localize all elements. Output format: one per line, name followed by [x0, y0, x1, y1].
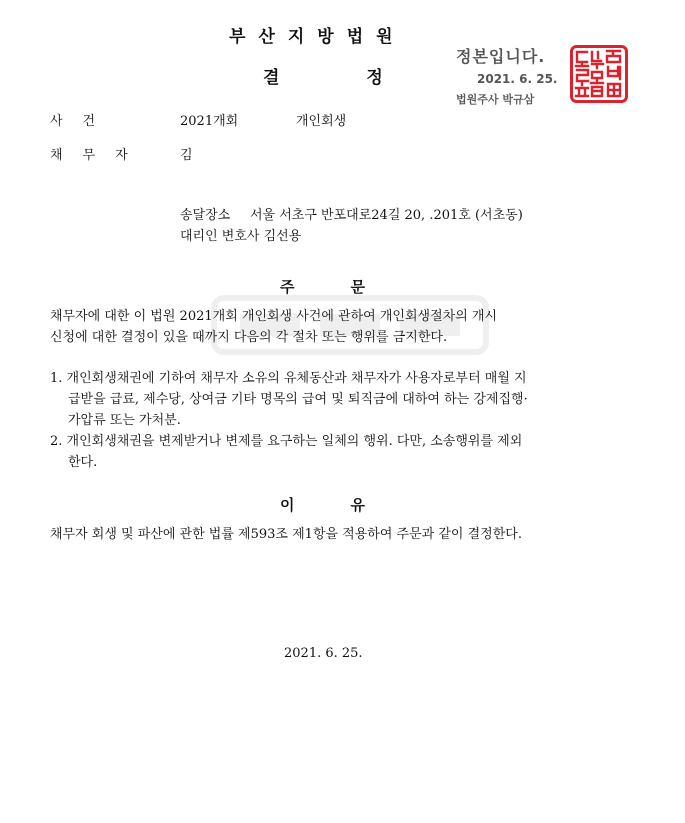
- certifying-officer: 법원주사 박규삼: [456, 93, 535, 106]
- decision-date: 2021. 6. 25.: [284, 646, 363, 661]
- order-intro-line-2: 신청에 대한 결정이 있을 때까지 다음의 각 절차 또는 행위를 금지한다.: [50, 330, 448, 345]
- certified-copy-date: 2021. 6. 25.: [477, 72, 558, 86]
- reason-text: 채무자 회생 및 파산에 관한 법률 제593조 제1항을 적용하여 주문과 같이 결정한다.: [50, 527, 522, 542]
- court-name: 부산지방법원: [229, 27, 406, 47]
- order-item-1-line-1: 1. 개인회생채권에 기하여 채무자 소유의 유체동산과 채무자가 사용자로부터 매월 지: [50, 371, 527, 386]
- order-item-1-line-2: 급받을 급료, 제수당, 상여금 기타 명목의 급여 및 퇴직금에 대하여 하는 강제집행·: [68, 392, 528, 407]
- debtor-label: 채무자: [50, 148, 148, 163]
- reason-heading: 이유: [280, 496, 421, 514]
- service-address-label: 송달장소: [180, 208, 231, 223]
- case-name: 개인회생: [296, 114, 347, 129]
- service-address: 서울 서초구 반포대로24길 20, .201호 (서초동): [250, 208, 523, 223]
- order-heading: 주문: [280, 278, 421, 296]
- order-item-2-line-2: 한다.: [68, 455, 98, 470]
- debtor-name: 김: [180, 148, 193, 163]
- order-item-1-line-3: 가압류 또는 가처분.: [68, 413, 181, 428]
- case-label: 사건: [50, 114, 116, 129]
- order-intro-line-1: 채무자에 대한 이 법원 2021개회 개인회생 사건에 관하여 개인회생절차의 개시: [50, 309, 498, 324]
- case-number: 2021개회: [180, 114, 239, 129]
- legal-agent: 대리인 변호사 김선용: [180, 229, 302, 244]
- court-seal-icon: [570, 45, 628, 103]
- document-type-title: 결정: [263, 68, 470, 88]
- order-item-2-line-1: 2. 개인회생채권을 변제받거나 변제를 요구하는 일체의 행위. 다만, 소송행위를 제외: [50, 434, 523, 449]
- certified-copy-label: 정본입니다.: [456, 47, 546, 66]
